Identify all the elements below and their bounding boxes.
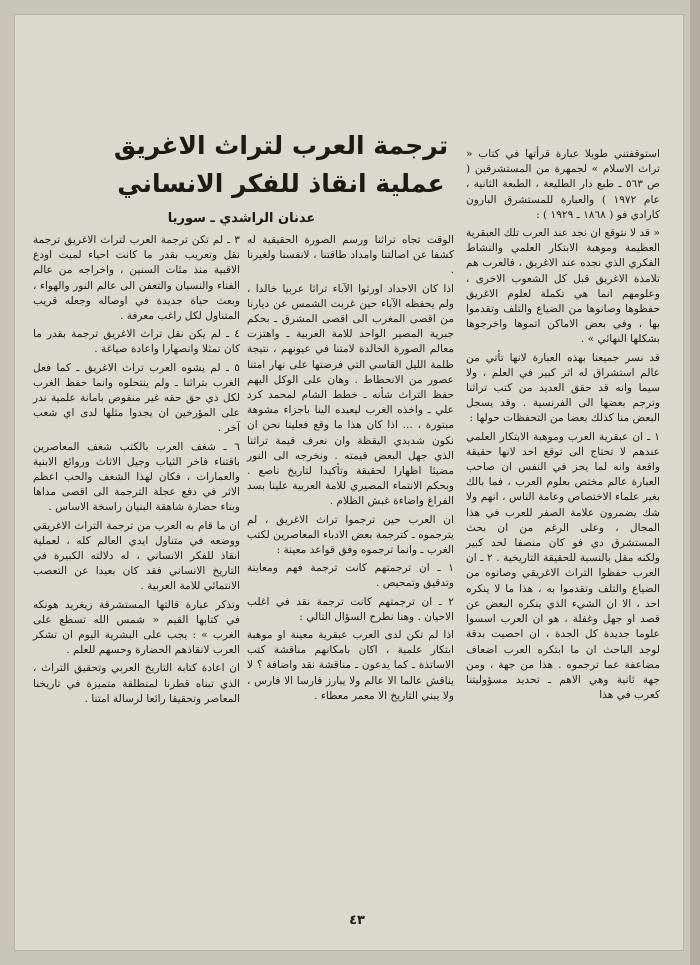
- paragraph: ٤ ـ لم يكن نقل تراث الاغريق ترجمة بقدر ما كان تمثلا وانصهارا واعادة صياغة .: [33, 328, 240, 356]
- column-left: [33, 233, 240, 710]
- article-title: [110, 127, 452, 203]
- page-spine: [690, 0, 700, 965]
- paragraph: ٢ ـ ان ترجمتهم كانت ترجمة نقد في اغلب الاحيان . وهنا نطرح السؤال التالي :: [247, 595, 454, 623]
- paragraph: اذا كان الاجداد اورثوا الآباء تراثا عربيا خالدا ، ولم يحفظه الآباء حين غربت الشمس عن ديارنا من اقصى المغرب الى اقصى المشرق ـ بحكم جبرية المصير الواحد للامة العربية ـ واهتزت معالم الصورة الخالدة لامتنا في عيونهم ، نتيجة ظلمة الليل القاسي التي فرضتها على نهار امتنا عصور من الانحطاط . وهان على الوكل اليهم حفظ التراث شأنه ـ خطط الشام لمحمد كرد علي ـ واخذه الغرب ليعيده الينا باجزاء مشوهة مبتورة ، ... اذا كان هذا ما وقع فعلينا نحن ان نكون شديدي اليقظة وان نعرف قيمة تراثنا الذي جهل البعض قيمته . ونخرجه الى النور مضيئا اظهارا لحقيقة وتأكيدا لتاريخ ناصع . وبحكم الانتماء المصيري للامة العربية علينا بسد الفراغ واضاءة غبش الظلام .: [247, 282, 454, 508]
- paragraph: استوقفتني طويلا عبارة قرأتها في كتاب « تراث الاسلام » لجمهرة من المستشرقين ( ص ٥٦٣ ـ طبع دار الطليعة ، الطبعة الثانية ، عام ١٩٧٢ ) والعبارة للمستشرق البارون كارادي فو ( ١٨٦٨ ـ ١٩٢٩ ) :: [466, 148, 660, 221]
- paragraph: ٥ ـ لم يشوه العرب تراث الاغريق ـ كما فعل الغرب بتراثنا ـ ولم ينتحلوه وانما حفظ الغرب لكل ذي حق حقه غير منقوص بامانة علمية ندر على المؤرخين ان يجدوا مثلها لدى اي شعب آخر .: [33, 361, 240, 435]
- paragraph: ٣ ـ لم تكن ترجمة العرب لتراث الاغريق ترجمة نقل وتعريب بقدر ما كانت احياء لميت اودع الاقبية منذ مئات السنين ، واخراجه من عالم الفناء والنسيان والتعفن الى عالم النور والهواء ، وبعث حياة جديدة في اوصاله وجعله قريب المتناول لكل راغب معرفة .: [33, 234, 240, 323]
- paragraph: الوقت تجاه تراثنا ورسم الصورة الحقيقية له كشفا عن اصالتنا وامداد طاقتنا ، لانفسنا ولغيرنا .: [247, 234, 454, 277]
- magazine-page: [14, 14, 684, 951]
- column-right: [466, 147, 660, 706]
- paragraph: قد نسر جميعنا بهذه العبارة لانها تأتي من عالم استشراق له اثر كبير في العلم ، ولا سيما وانه قد حقق العديد من كتب تراثنا وترجم بعضها الى الفرنسية . وقد يسجل البعض منا كذلك بعضا من التحفظات حولها :: [466, 351, 660, 425]
- page-number: ٤٣: [349, 913, 365, 928]
- title-line-2: عملية انقاذ للفكر الانساني: [117, 169, 445, 198]
- paragraph: ان العرب حين ترجموا تراث الاغريق ، لم يترجموه ـ كترجمة بعض الادباء المعاصرين لكتب الغرب ـ وانما ترجموه وفق قواعد معينة :: [247, 513, 454, 557]
- title-line-1: ترجمة العرب لتراث الاغريق: [113, 131, 449, 160]
- paragraph: وتذكر عبارة قالتها المستشرقة زيغريد هونكه في كتابها القيم « شمس الله تسطع على الغرب » : يجب على البشرية اليوم ان تشكر العرب لانقاذهم الحضارة وحسهم للعلم .: [33, 598, 240, 657]
- column-middle: [247, 233, 454, 707]
- paragraph: « قد لا نتوقع ان نجد عند العرب تلك العبقرية العظيمة وموهبة الابتكار العلمي والنشاط الفكري الذي نجده عند الاغريق ، فالعرب هم تلامذة الاغريق قبل كل الشعوب الاخرى ، وعلومهم انما هي تكملة لعلوم الاغريق حفظوها وصانوها من الضياع والتلف وتقدموا بها ، وفي بعض الاماكن اتموها واخرجوها بشكلها النهائي » .: [466, 227, 660, 346]
- paragraph: ١ ـ ان ترجمتهم كانت ترجمة فهم ومعاينة وتدقيق وتمحيص .: [247, 562, 454, 590]
- paragraph: ان ما قام به العرب من ترجمة التراث الاغريقي ووضعه في متناول ايدي العالم كله ، لعملية انقاذ للفكر الانساني ، له دلالته الكبيرة في التاريخ الانساني فقد كان بعيدا عن التعصب الانتمائي للامة العربية .: [33, 519, 240, 593]
- paragraph: ١ ـ ان عبقرية العرب وموهبة الابتكار العلمي عندهم لا تحتاج الى توقع احد لانها حقيقة واقعة وانه لما يحز في النفس ان صاحب العبارة عالم مختص بعلوم العرب ، فما بالك بغير علماء الاختصاص وعامة الناس ، انهم ولا شك يضمرون علامة الصفر للعرب في هذا المجال ، وعلى الرغم من ان بحث المستشرق دي فو كان منصفا لحد كبير ولكنه مقل بالنسبة للحقيقة التاريخية . ٢ ـ ان العرب حفظوا التراث الاغريقي وصانوه من الضياع والتلف وتقدموا به ، هذا ما لا ينكره احد ، الا ان الشيء الذي ينكره البعض عن قصد او جهل وغفلة ، هو ان العرب اسسوا علوما جديدة كل الجدة ، ان احصيت بدقة لوجد الباحث ان ما ابتكره العرب اضعاف مضاعفة عما ترجموه . هذا من جهة ، ومن جهة ثانية وهي الاهم ـ تحديد مسؤوليتنا كعرب في هذا: [466, 430, 660, 702]
- paragraph: اذا لم تكن لدى العرب عبقرية معينة او موهبة ابتكار علمية ، اكان بامكانهم مناقشة كتب الاساتذة ـ كما يدعون ـ مناقشة نقد واضافة ؟ لا يناقش عالما الا عالم ولا يبارز فارسا الا فارس ، ولا يبني التاريخ الا معمر معطاء .: [247, 629, 454, 702]
- paragraph: ٦ ـ شغف العرب بالكتب شغف المعاصرين باقتناء فاخر الثياب وجيل الاثاث وروائع الابنية والعمارات ، فكان لهذا الشغف والحب اعظم الاثر في دفع عجلة الترجمة الى اقصى مداها وبناء حضارة شاهقة البنيان راسخة الاساس .: [33, 440, 240, 514]
- paragraph: ان اعادة كتابة التاريخ العربي وتحقيق التراث ، الذي تبناه قطرنا لمنطلقة متميزة في تاريخنا المعاصر وتحقيقا رائعا لرسالة امتنا .: [33, 662, 240, 705]
- author-byline: عدنان الراشدي ـ سوريا: [167, 211, 316, 226]
